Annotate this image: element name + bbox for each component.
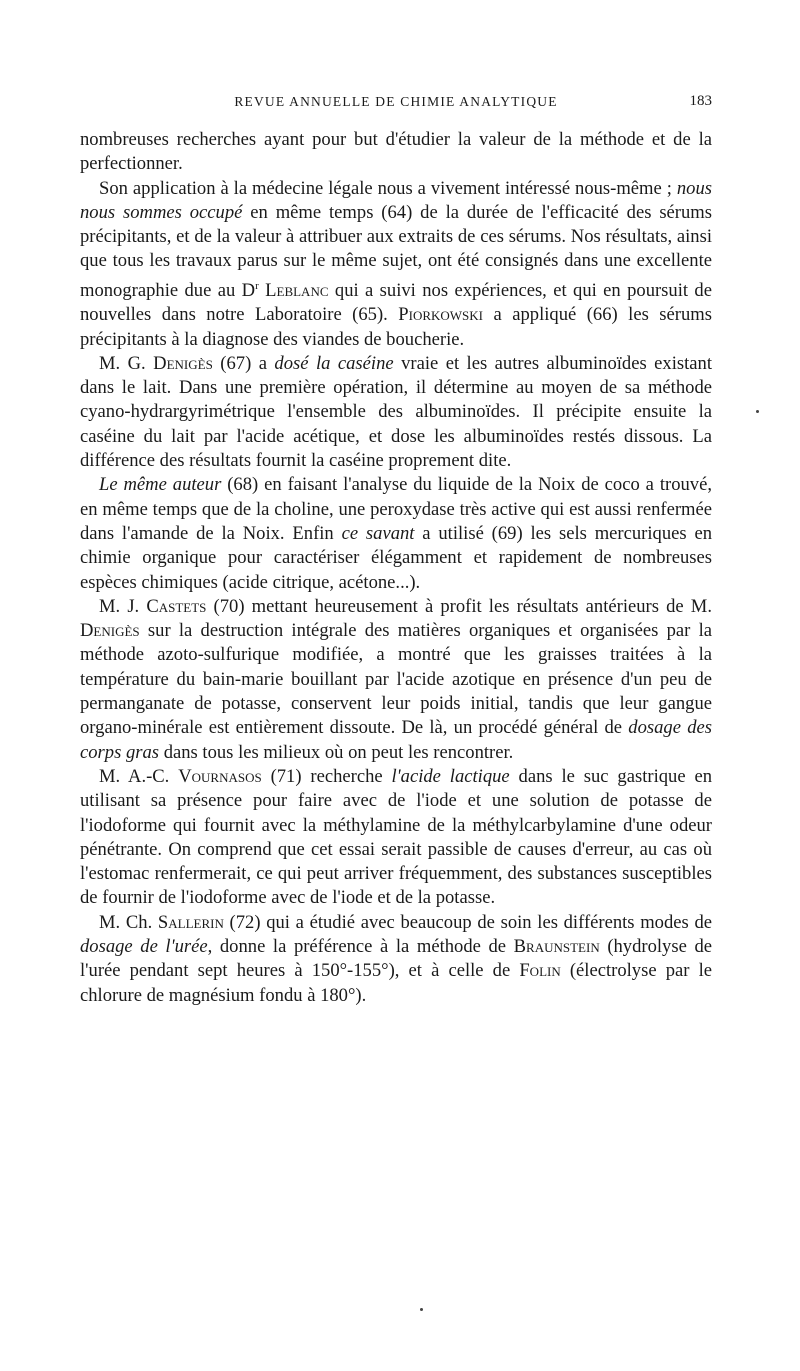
text-run: (hydrolyse de l'urée pendant sept heures à 150°-155°), et à celle de [80,935,712,982]
text-run: (72) qui a étudié avec beaucoup de soin les différents modes de [223,911,713,933]
ink-speck [420,1308,423,1311]
author-name: Sallerin [157,911,224,933]
text-run: dans le suc gastrique en utilisant sa présence pour faire avec de l'iode et une solution de potasse de l'iodoforme qui fournit avec la méthylamine de la méthylcarbylamine d'une odeur pénétrante. On comprend que cet essai serait passible de causes d'erreur, au cas où l'estomac renfermerait, ce qui peut arriver fréquemment, des substances susceptibles de fournir de l'iodoforme avec de l'iode et de la potasse. [80,765,712,909]
text-run: , donne la préférence à la méthode de [207,935,514,957]
text-run: vraie et les autres albuminoïdes existant dans le lait. Dans une première opération, il détermine au moyen de sa méthode cyano-hydrargyrimétrique l'ensemble des albuminoïdes. Il précipite ensuite la caséine du lait par l'acide acétique, et dose les albuminoïdes restés dissous. La différence des résultats fournit la caséine proprement dite. [80,352,712,472]
author-name: Vournasos [178,765,262,787]
text-run: (67) a [212,352,275,374]
text-run: (70) mettant heureusement à profit les résultats antérieurs de M. [206,595,712,617]
text-run: M. J. [99,595,147,617]
paragraph-1 [80,128,712,177]
author-name: Piorkowski [398,304,484,326]
author-name: Folin [519,960,561,982]
italic-run: dosé la caséine [274,352,394,374]
text-run: Son application à la médecine légale nous a vivement intéressé nous-même ; [99,177,677,199]
paragraph-4 [80,473,712,594]
text-run: (électrolyse par le chlorure de magnésium fondu à 180°). [80,960,712,1006]
text-run: M. A.-C. [99,765,179,787]
running-title: REVUE ANNUELLE DE CHIMIE ANALYTIQUE [234,94,558,109]
author-name: Castets [146,595,207,617]
ink-speck [756,410,759,413]
italic-run: dosage des corps gras [80,717,712,763]
paragraph-5 [80,595,712,765]
author-name: Denigès [80,620,140,642]
paragraph-2 [80,177,712,352]
author-name: Leblanc [258,279,329,301]
page-header [80,92,712,114]
text-run: (71) recherche [261,765,392,787]
text-run: sur la destruction intégrale des matières organiques et organisées par la méthode azoto-sulfurique modifiée, a montré que les graisses traitées à la température du bain-marie bouillant par l'acide azotique en présence d'un peu de permanganate de potasse, conservent leur poids initial, tandis que leur gangue organo-minérale est entièrement dissoute. De là, un procédé général de [80,620,712,739]
paragraph-7 [80,911,712,1008]
italic-run: dosage de l'urée [80,935,208,957]
paragraph-3 [80,352,712,473]
author-name: Denigès [153,352,213,374]
italic-run: Le même auteur [99,474,222,496]
text-run: dans tous les milieux où on peut les rencontrer. [159,741,514,763]
page-number: 183 [689,93,712,109]
body-text [80,128,712,1008]
italic-run: nous nous sommes occupé [80,177,712,223]
text-run: a appliqué (66) les sérums précipitants à la diagnose des viandes de boucherie. [80,304,712,350]
text-run: nombreuses recherches ayant pour but d'étudier la valeur de la méthode et de la perfectionner. [80,129,712,175]
italic-run: ce savant [341,522,415,544]
author-name: Braunstein [513,935,600,957]
text-run: M. Ch. [99,911,158,933]
text-run: (68) en faisant l'analyse du liquide de la Noix de coco a trouvé, en même temps que de la choline, une peroxydase très active qui est aussi renfermée dans l'amande de la Noix. Enfin [80,474,712,544]
text-run: a utilisé (69) les sels mercuriques en chimie organique pour caractériser élégamment et rapidement de nombreuses espèces chimiques (acide citrique, acétone...). [80,522,712,593]
paragraph-6 [80,765,712,911]
italic-run: l'acide lactique [391,765,510,787]
text-run: en même temps (64) de la durée de l'efficacité des sérums précipitants, et de la valeur à attribuer aux extraits de ces sérums. Nos résultats, ainsi que tous les travaux parus sur le même sujet, ont été consignés dans une excellente monographie due au D [80,201,712,301]
superscript: r [255,279,259,292]
text-run: M. G. [99,352,154,374]
text-run: qui a suivi nos expériences, et qui en poursuit de nouvelles dans notre Laboratoire (65). [80,279,712,326]
